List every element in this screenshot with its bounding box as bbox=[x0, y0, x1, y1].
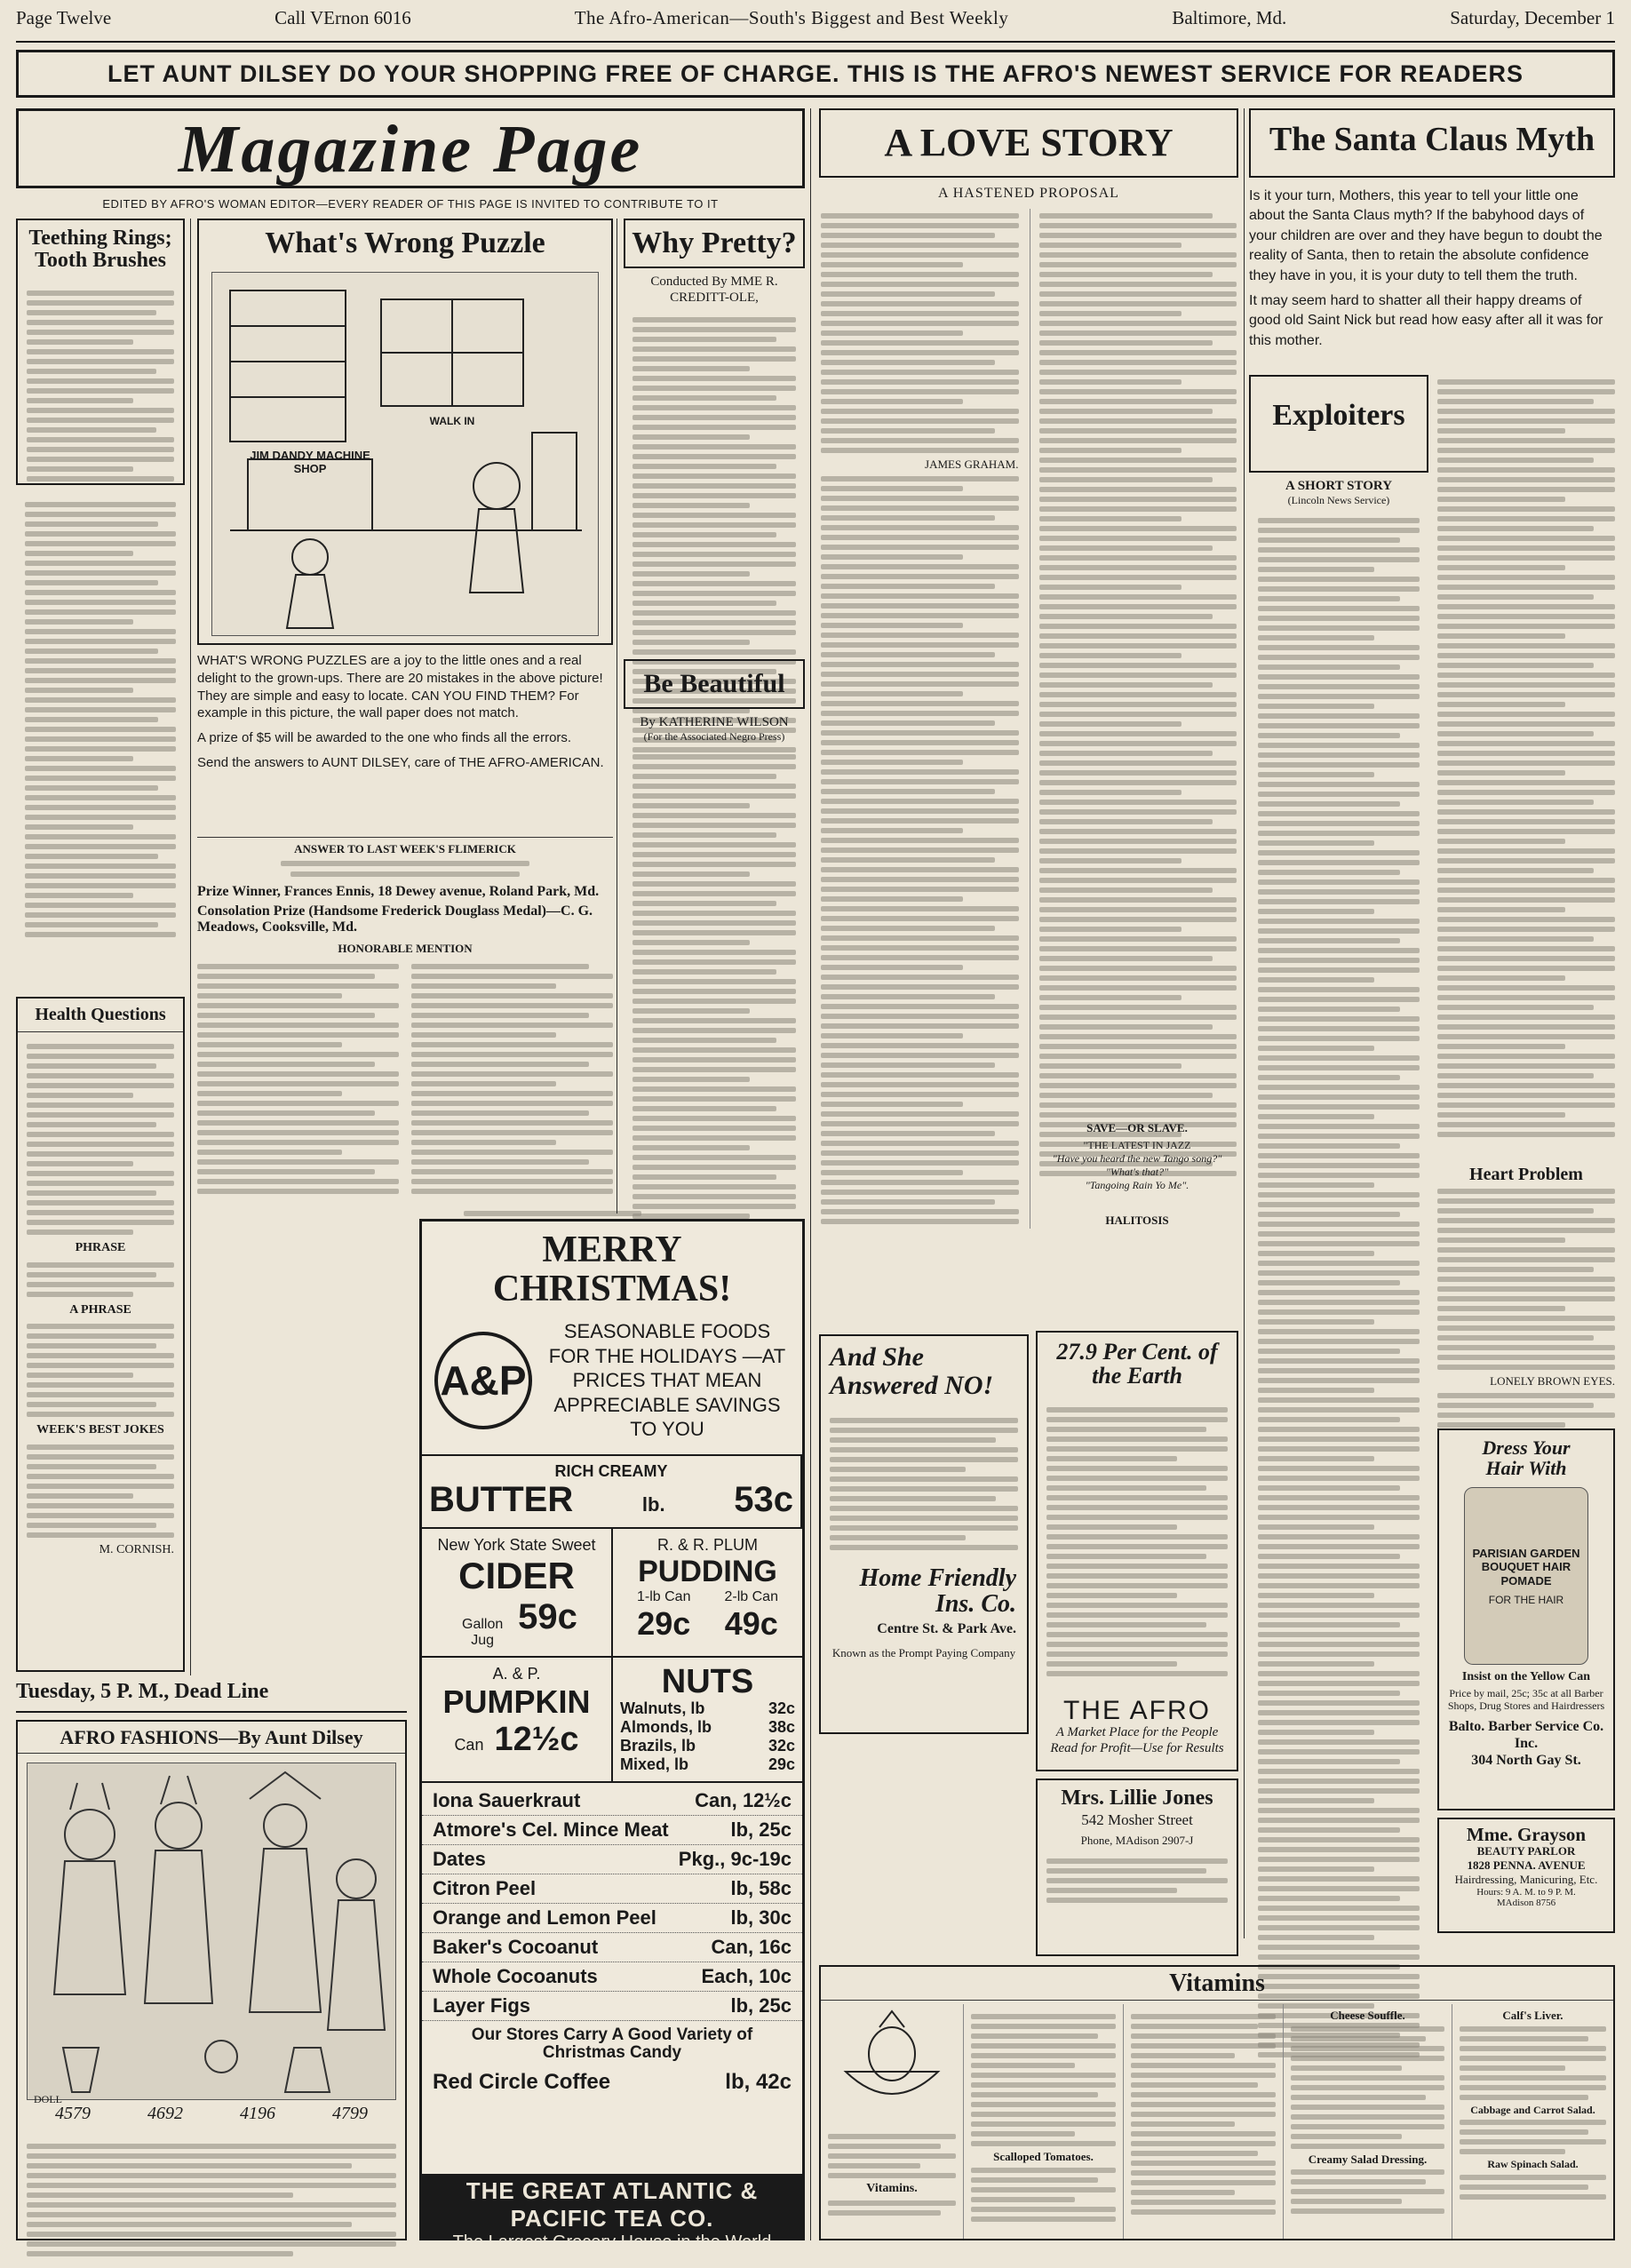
ap-logo-icon: A&P bbox=[434, 1332, 532, 1429]
magazine-subtitle: EDITED BY AFRO'S WOMAN EDITOR—EVERY READER OF THIS PAGE IS INVITED TO CONTRIBUTE TO IT bbox=[102, 197, 719, 211]
teething-title: Teething Rings; Tooth Brushes bbox=[28, 227, 172, 273]
puzzle-box bbox=[197, 219, 613, 645]
ap-advertisement bbox=[419, 1219, 805, 2252]
ap-footer: THE GREAT ATLANTIC & PACIFIC TEA CO. The Largest Grocery House in the World bbox=[422, 2174, 802, 2238]
hair-ad-price: Price by mail, 25c; 35c at all Barber Shops, Drug Stores and Hairdressers bbox=[1447, 1686, 1605, 1713]
why-pretty-title: Why Pretty? bbox=[624, 219, 805, 268]
health-title: Health Questions bbox=[18, 999, 183, 1032]
puzzle-illustration bbox=[211, 272, 599, 636]
folio-line bbox=[16, 7, 1615, 43]
insurance-ad bbox=[819, 1334, 1029, 1734]
pattern-numbers: 4579 4692 4196 4799 bbox=[55, 2104, 368, 2123]
heart-problem bbox=[1437, 1166, 1615, 1423]
banner-text: LET AUNT DILSEY DO YOUR SHOPPING FREE OF CHARGE. THIS IS THE AFRO'S NEWEST SERVICE FOR READERS bbox=[107, 60, 1524, 87]
grayson-ad: Mme. Grayson BEAUTY PARLOR 1828 PENNA. AVENUE Hairdressing, Manicuring, Etc. Hours: 9 A. M. to 9 P. M. MAdison 8756 bbox=[1437, 1818, 1615, 1933]
hair-pomade-ad bbox=[1437, 1428, 1615, 1810]
fashion-figures-icon bbox=[28, 1763, 397, 2101]
shop-sign: JIM DANDY MACHINE SHOP bbox=[250, 449, 370, 475]
honorable-head: HONORABLE MENTION bbox=[338, 941, 473, 955]
lillie-jones-ad bbox=[1036, 1779, 1238, 1956]
insurance-address: Centre St. & Park Ave. bbox=[877, 1620, 1016, 1636]
price-item: Whole Cocoanuts Each, 10c bbox=[422, 1962, 802, 1992]
price-item: Iona Sauerkraut Can, 12½c bbox=[422, 1787, 802, 1816]
puzzle-title: What's Wrong Puzzle bbox=[265, 227, 545, 259]
city: Baltimore, Md. bbox=[1172, 7, 1287, 28]
be-beautiful-title: Be Beautiful bbox=[624, 659, 805, 709]
jazz-box: SAVE—OR SLAVE. "THE LATEST IN JAZZ "Have you heard the new Tango song?" "What's that?" "Tangoing Rain Yo Me". HALITOSIS bbox=[1052, 1121, 1222, 1227]
hair-ad-company: Balto. Barber Service Co. Inc. bbox=[1448, 1718, 1604, 1751]
heart-signoff: LONELY BROWN EYES. bbox=[1490, 1374, 1615, 1388]
exploiters-story: A SHORT STORY (Lincoln News Service) bbox=[1249, 478, 1428, 1926]
ad-tagline: SEASONABLE FOODS FOR THE HOLIDAYS —AT PRICES THAT MEAN APPRECIABLE SAVINGS TO YOU bbox=[548, 1320, 786, 1441]
earth-title: 27.9 Per Cent. of the Earth bbox=[1056, 1339, 1218, 1389]
doll-label: DOLL bbox=[34, 2093, 62, 2105]
pineapple-bowl-icon bbox=[828, 2009, 956, 2125]
jones-title: Mrs. Lillie Jones bbox=[1061, 1787, 1213, 1810]
santa-title-box bbox=[1249, 108, 1615, 178]
vitamin-recipes-1: Scalloped Tomatoes. bbox=[963, 2004, 1123, 2239]
butter-offer: RICH CREAMY BUTTER lb. 53c bbox=[422, 1456, 802, 1527]
pomade-can-icon bbox=[1464, 1487, 1588, 1665]
price-item: Orange and Lemon Peel lb, 30c bbox=[422, 1904, 802, 1933]
vitamin-recipes-3: Cheese Souffle. Creamy Salad Dressing. bbox=[1283, 2004, 1452, 2239]
magazine-title: Magazine Page bbox=[178, 112, 643, 187]
magazine-page-header bbox=[16, 108, 805, 188]
phrase-head: PHRASE bbox=[75, 1241, 126, 1254]
price-item: Citron Peel lb, 58c bbox=[422, 1874, 802, 1904]
coffee-offer: Red Circle Coffee lb, 42c bbox=[433, 2070, 792, 2095]
heart-title: Heart Problem bbox=[1469, 1165, 1583, 1184]
puzzle-prize: A prize of $5 will be awarded to the one who finds all the errors. bbox=[197, 730, 572, 746]
deadline-notice: Tuesday, 5 P. M., Dead Line bbox=[16, 1681, 407, 1713]
ad-stores-line: Our Stores Carry A Good Variety of Christmas Candy bbox=[471, 2025, 753, 2063]
grayson-title: Mme. Grayson bbox=[1466, 1824, 1587, 1845]
page-number: Page Twelve bbox=[16, 7, 112, 28]
answered-title: And She Answered NO! bbox=[830, 1342, 994, 1400]
pumpkin-offer: A. & P. PUMPKIN Can 12½c bbox=[422, 1658, 613, 1782]
insurance-company: Home Friendly Ins. Co. bbox=[859, 1564, 1016, 1619]
paper-name: The Afro-American—South's Biggest and Best Weekly bbox=[574, 7, 1009, 28]
afro-promo-title: THE AFRO bbox=[1062, 1695, 1211, 1725]
vitamin-illustration: Vitamins. bbox=[821, 2004, 963, 2239]
walk-in-sign: WALK IN bbox=[429, 415, 475, 427]
hair-ad-line: Insist on the Yellow Can bbox=[1461, 1670, 1591, 1684]
answer-head: ANSWER TO LAST WEEK'S FLIMERICK bbox=[294, 842, 516, 855]
ad-headline: MERRY CHRISTMAS! bbox=[492, 1229, 732, 1310]
prize-winner: Prize Winner, Frances Ennis, 18 Dewey avenue, Roland Park, Md. bbox=[197, 883, 600, 899]
fashion-illustration bbox=[27, 1763, 396, 2100]
health-questions bbox=[16, 997, 185, 1672]
jones-phone: Phone, MAdison 2907-J bbox=[1080, 1833, 1194, 1847]
pomade-tag: FOR THE HAIR bbox=[1488, 1593, 1564, 1606]
puzzle-caption: WHAT'S WRONG PUZZLES are a joy to the little ones and a real delight to the grown-ups. There are 20 mistakes in the above picture! They are simple and easy to locate. CAN YOU FIND THEM? For example in this picture, the wall paper does not match. A prize of $5 will be awarded to the one who finds all the errors. Send the answers to AUNT DILSEY, care of THE AFRO-AMERICAN. bbox=[197, 652, 613, 772]
price-item: Atmore's Cel. Mince Meat lb, 25c bbox=[422, 1816, 802, 1845]
nuts-offer: NUTS Walnuts, lb 32c Almonds, lb 38c Brazils, lb 32c Mixed, lb 29c bbox=[620, 1662, 795, 1774]
teething-body bbox=[18, 279, 183, 493]
teething-continued bbox=[16, 490, 185, 988]
santa-title: The Santa Claus Myth bbox=[1269, 121, 1595, 158]
ad-price-list bbox=[422, 1781, 802, 2097]
pudding-offer: R. & R. PLUM PUDDING 1-lb Can 2-lb Can 29c 49c bbox=[637, 1535, 778, 1642]
exploiters-title-box bbox=[1249, 375, 1428, 473]
price-item: Layer Figs lb, 25c bbox=[422, 1992, 802, 2021]
cider-offer: New York State Sweet CIDER Gallon Jug 59c bbox=[422, 1529, 613, 1656]
shopping-banner bbox=[16, 50, 1615, 98]
santa-story-body bbox=[1437, 375, 1615, 1157]
flimerick-results bbox=[197, 837, 613, 1201]
vitamin-recipes-4: Calf's Liver. Cabbage and Carrot Salad. Raw Spinach Salad. bbox=[1452, 2004, 1613, 2239]
love-story-sub: A HASTENED PROPOSAL bbox=[938, 186, 1119, 202]
vitamin-recipes-2 bbox=[1123, 2004, 1283, 2239]
puzzle-send: Send the answers to AUNT DILSEY, care of THE AFRO-AMERICAN. bbox=[197, 754, 604, 770]
pomade-product-name: PARISIAN GARDEN BOUQUET HAIR POMADE bbox=[1472, 1546, 1580, 1588]
vitamins-title: Vitamins bbox=[821, 1967, 1613, 2001]
afro-fashions bbox=[16, 1720, 407, 2240]
earth-article bbox=[1036, 1331, 1238, 1771]
santa-lede: Is it your turn, Mothers, this year to tell your little one about the Santa Claus myth? If the babyhood days of your children are over and they have begun to doubt the reality of Santa, then to retain the absolute confidence they have in you, it is your duty to tell them the truth. It may seem hard to shatter all their happy dreams of good old Saint Nick but read how easy after all it was for this mother. bbox=[1249, 188, 1603, 348]
consolation-prize: Consolation Prize (Handsome Frederick Douglass Medal)—C. G. Meadows, Cooksville, Md. bbox=[197, 903, 593, 935]
phrase-head-2: A PHRASE bbox=[69, 1302, 131, 1317]
be-beautiful-article: Be Beautiful By KATHERINE WILSON (For the Associated Negro Press) bbox=[624, 659, 805, 1210]
content-grid bbox=[16, 108, 1615, 2252]
phone-number: Call VErnon 6016 bbox=[274, 7, 411, 28]
issue-date: Saturday, December 1 bbox=[1450, 7, 1615, 28]
jokes-signoff: M. CORNISH. bbox=[99, 1543, 174, 1557]
vitamins-section bbox=[819, 1965, 1615, 2240]
jokes-head: WEEK'S BEST JOKES bbox=[36, 1423, 164, 1437]
price-item: Baker's Cocoanut Can, 16c bbox=[422, 1933, 802, 1962]
insurance-note: Known as the Prompt Paying Company bbox=[831, 1645, 1016, 1659]
fashions-title: AFRO FASHIONS—By Aunt Dilsey bbox=[18, 1722, 405, 1754]
hair-ad-headline: Dress Your Hair With bbox=[1482, 1436, 1571, 1480]
teething-article bbox=[16, 219, 185, 485]
price-item: Dates Pkg., 9c-19c bbox=[422, 1845, 802, 1874]
fashions-body bbox=[18, 2132, 405, 2268]
jones-address: 542 Mosher Street bbox=[1081, 1811, 1193, 1829]
love-story-title: A LOVE STORY bbox=[819, 108, 1238, 178]
hair-ad-address: 304 North Gay St. bbox=[1471, 1753, 1581, 1769]
why-pretty-byline: Conducted By MME R. CREDITT-OLE, bbox=[650, 274, 778, 305]
afro-promo-sub: A Market Place for the People Read for Profit—Use for Results bbox=[1050, 1725, 1224, 1756]
love-story-signoff: JAMES GRAHAM. bbox=[925, 458, 1019, 472]
be-beautiful-byline: By KATHERINE WILSON bbox=[640, 714, 789, 729]
exploiters-title: Exploiters bbox=[1272, 399, 1405, 432]
